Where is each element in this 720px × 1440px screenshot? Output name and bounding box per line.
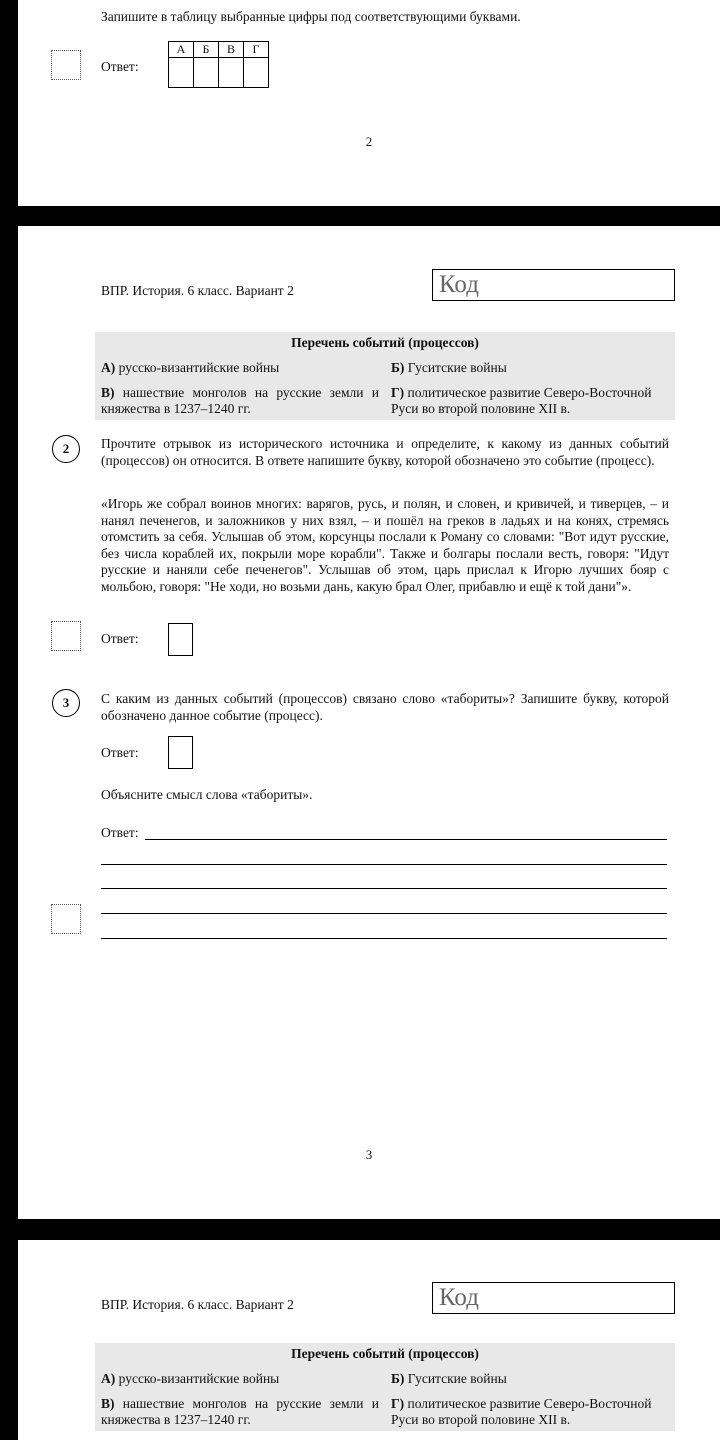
table-header-b: Б [194, 42, 219, 58]
question-2-quote: «Игорь же собрал воинов многих: варягов, русь, и полян, и словен, и кривичей, и тиверцев, – и нанял печенегов, и заложников у них взял, – и пошёл на греков в ладьях и на конях, стремясь отомстить за себя. Услышав об этом, корсунцы послали к Роману со словами: "Вот идут русские, без числа кораблей их, покрыли море корабли". Также и болгары послали весть, говоря: "Идут русские и наняли себе печенегов". Услышав об этом, царь прислал к Игорю лучших бояр с мольбою, говоря: "Не ходи, но возьми дань, какую брал Олег, прибавлю и ещё к той дани"». [101, 496, 669, 594]
event-letter: Г) [391, 1396, 405, 1411]
event-text: русско-византийские войны [118, 360, 280, 375]
code-field[interactable]: Код [432, 269, 675, 301]
page-header: ВПР. История. 6 класс. Вариант 2 [101, 283, 294, 298]
table-header-g: Г [244, 42, 269, 58]
answer-line[interactable] [101, 913, 667, 914]
score-box[interactable] [51, 621, 81, 651]
event-text: Гуситские войны [407, 1371, 507, 1386]
answer-box[interactable] [168, 736, 193, 769]
events-list [95, 1343, 675, 1431]
event-letter: В) [101, 385, 115, 400]
question-number-3: 3 [52, 689, 80, 717]
table-header-a: А [169, 42, 194, 58]
page-2-fragment [18, 0, 720, 206]
event-text: русско-византийские войны [118, 1371, 280, 1386]
question-2-prompt: Прочтите отрывок из исторического источника и определите, к какому из данных событий (процессов) он относится. В ответе напишите букву, которой обозначено это событие (процесс). [101, 436, 669, 468]
event-letter: А) [101, 360, 116, 375]
page-4-fragment [18, 1240, 720, 1440]
event-letter: А) [101, 1371, 116, 1386]
answer-label: Ответ: [101, 631, 139, 646]
event-v [101, 1396, 379, 1427]
page-number: 3 [365, 1147, 373, 1162]
answer-line[interactable] [101, 864, 667, 865]
code-field[interactable]: Код [432, 1282, 675, 1314]
event-letter: Г) [391, 385, 405, 400]
answer-cell-g[interactable] [244, 58, 269, 88]
answer-line[interactable] [101, 888, 667, 889]
page-number: 2 [365, 134, 373, 149]
score-box[interactable] [51, 904, 81, 934]
event-g [391, 385, 671, 416]
table-header-v: В [219, 42, 244, 58]
answer-cell-a[interactable] [169, 58, 194, 88]
event-a [101, 360, 381, 376]
score-box[interactable] [51, 50, 81, 80]
answer-label: Ответ: [101, 745, 139, 760]
events-list [95, 332, 675, 420]
answer-line[interactable] [145, 839, 667, 840]
event-b [391, 360, 671, 376]
events-title: Перечень событий (процессов) [291, 1346, 479, 1361]
table-instruction: Запишите в таблицу выбранные цифры под соответствующими буквами. [101, 9, 521, 24]
event-text: Гуситские войны [407, 360, 507, 375]
event-text: нашествие монголов на русские земли и княжества в 1237–1240 гг. [101, 1396, 379, 1427]
answer-box[interactable] [168, 623, 193, 656]
event-text: нашествие монголов на русские земли и княжества в 1237–1240 гг. [101, 385, 379, 416]
event-g [391, 1396, 671, 1427]
event-letter: Б) [391, 360, 405, 375]
event-letter: Б) [391, 1371, 405, 1386]
answer-label: Ответ: [101, 59, 139, 74]
event-b [391, 1371, 671, 1387]
page-3 [18, 226, 720, 1219]
page-header: ВПР. История. 6 класс. Вариант 2 [101, 1297, 294, 1312]
events-title: Перечень событий (процессов) [291, 335, 479, 350]
event-text: политическое развитие Северо-Восточной Руси во второй половине XII в. [391, 385, 652, 416]
question-number-2: 2 [52, 435, 80, 463]
event-text: политическое развитие Северо-Восточной Руси во второй половине XII в. [391, 1396, 652, 1427]
answer-label: Ответ: [101, 825, 139, 840]
answer-table [168, 41, 269, 88]
event-letter: В) [101, 1396, 115, 1411]
answer-line[interactable] [101, 938, 667, 939]
answer-cell-v[interactable] [219, 58, 244, 88]
event-v [101, 385, 379, 416]
event-a [101, 1371, 381, 1387]
explain-prompt: Объясните смысл слова «табориты». [101, 787, 313, 802]
answer-cell-b[interactable] [194, 58, 219, 88]
question-3-prompt: С каким из данных событий (процессов) связано слово «табориты»? Запишите букву, которой обозначено данное событие (процесс). [101, 691, 669, 723]
